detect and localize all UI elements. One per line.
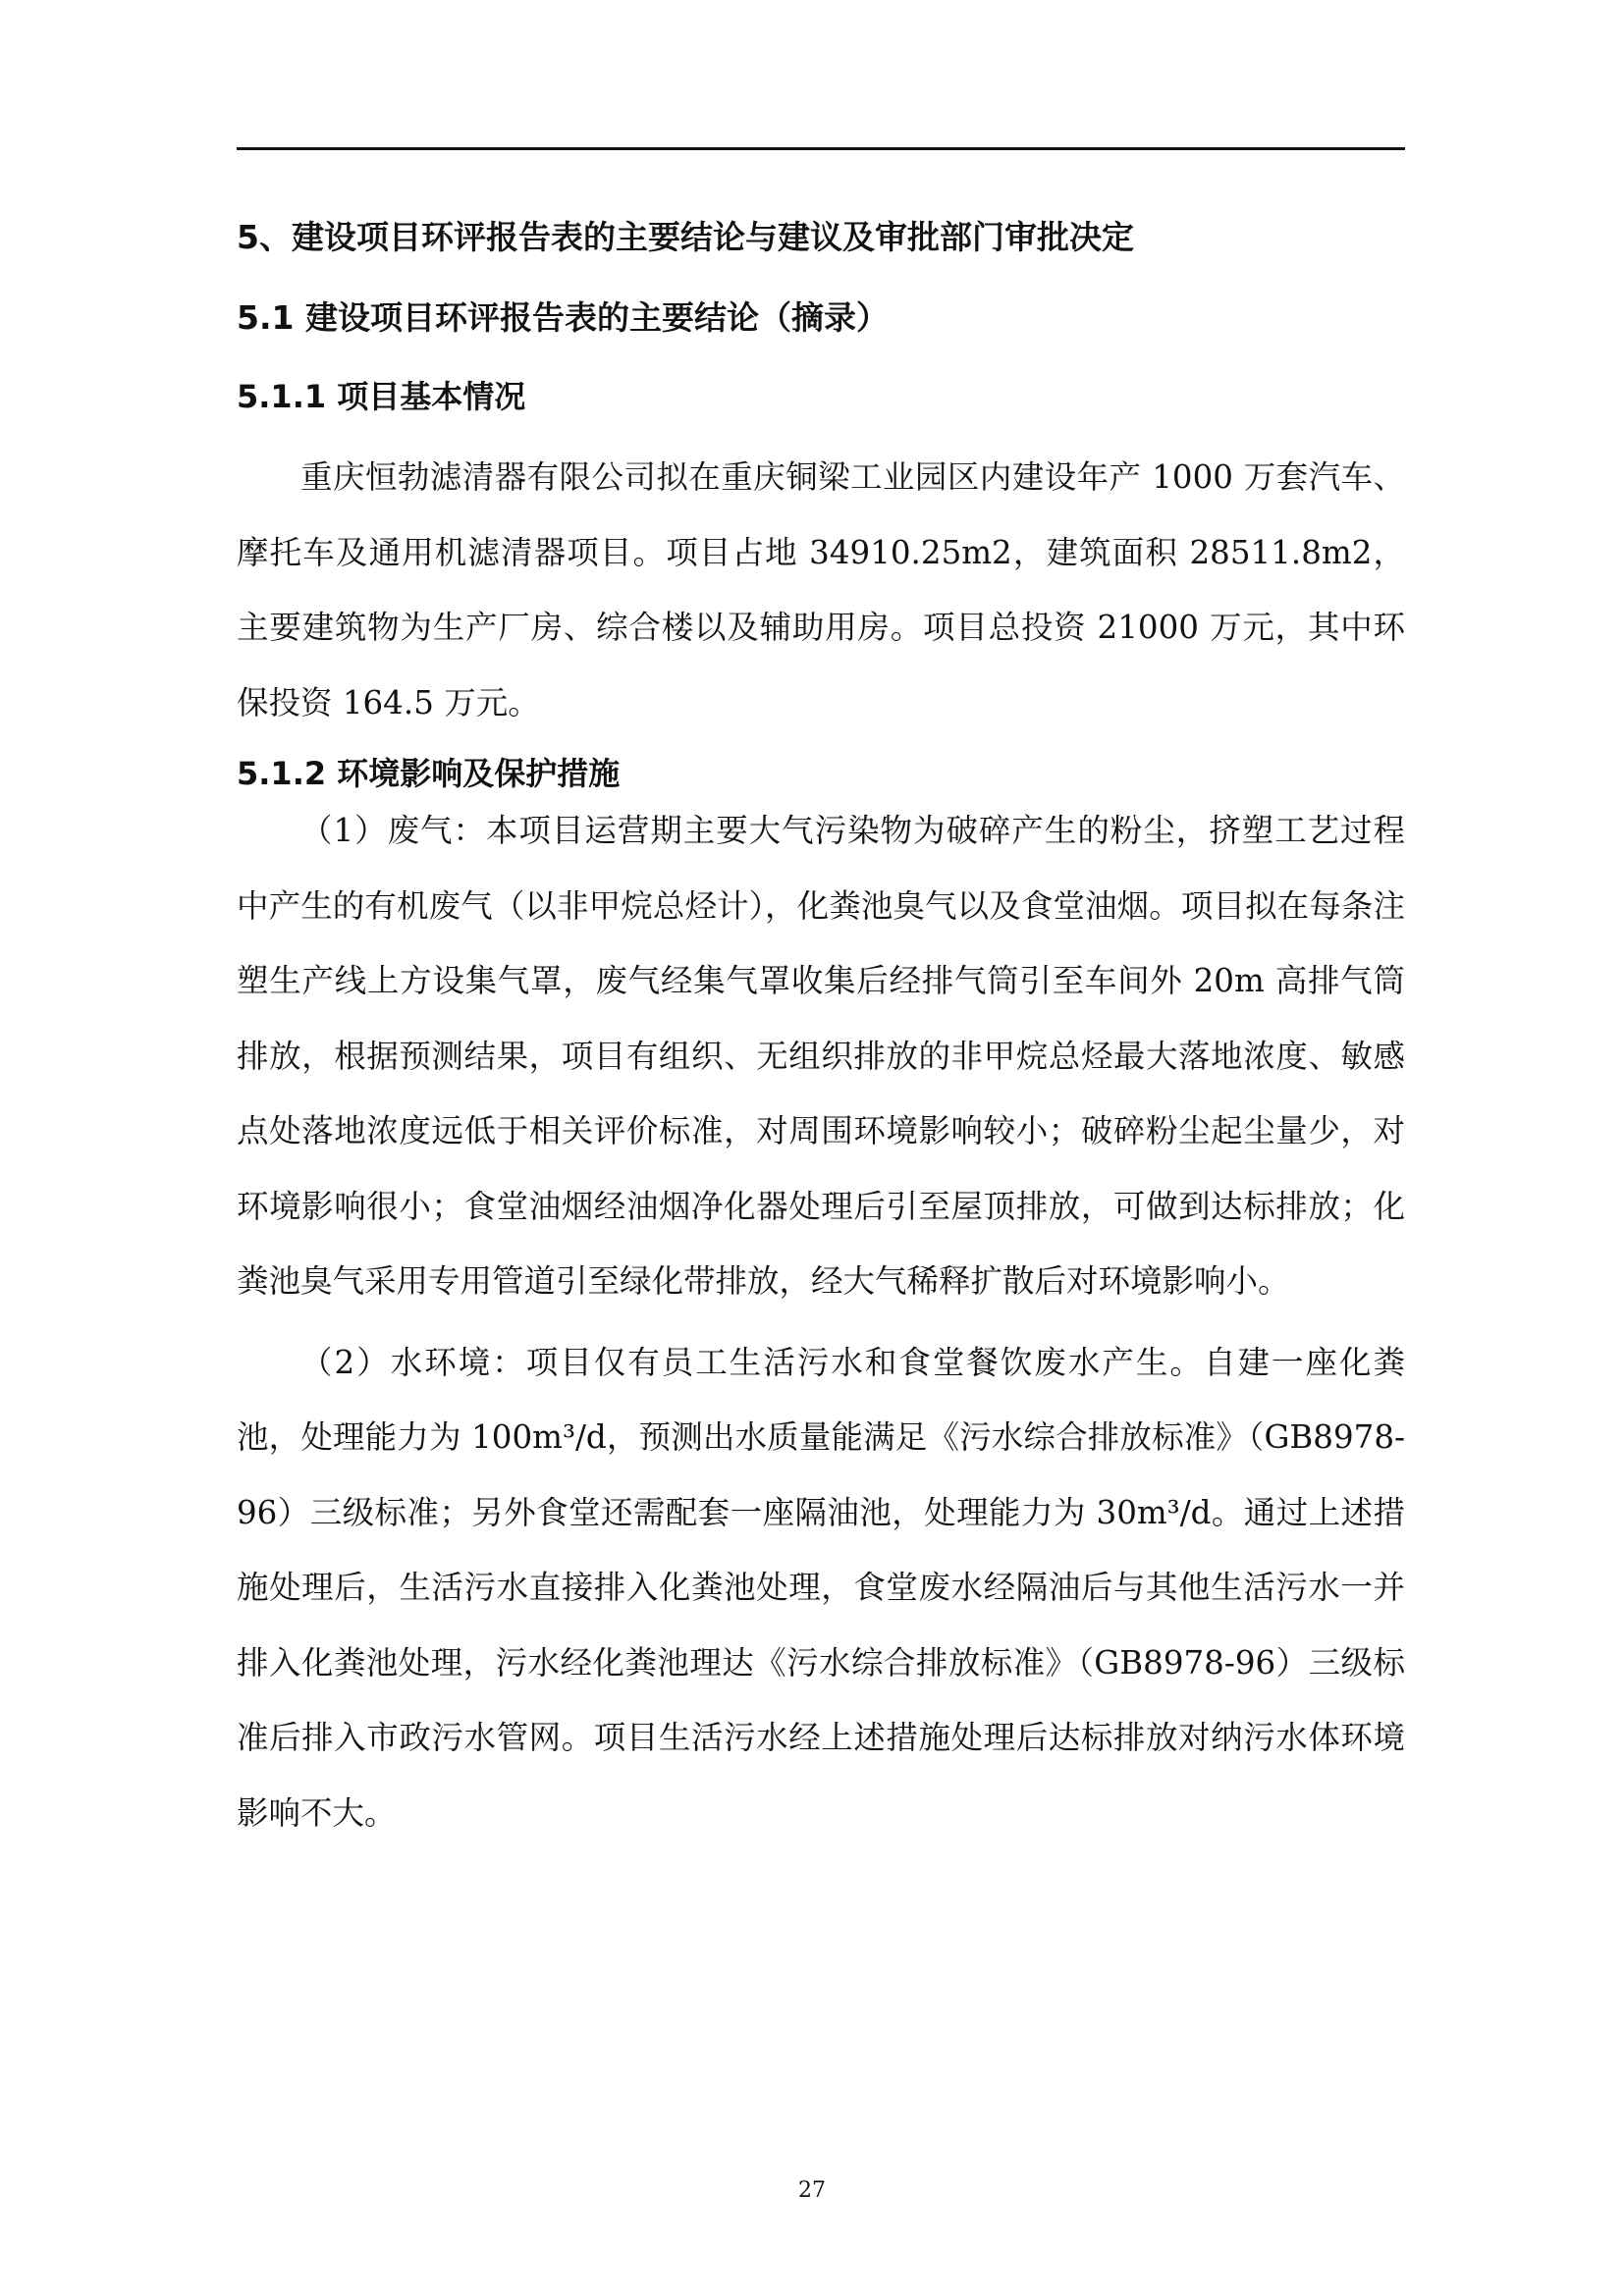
subsection-heading-basic: 5.1.1 项目基本情况: [237, 378, 526, 415]
paragraph-air: （1）废气：本项目运营期主要大气污染物为破碎产生的粉尘，挤塑工艺过程中产生的有机废气（以非甲烷总烃计），化粪池臭气以及食堂油烟。项目拟在每条注塑生产线上方设集气罩，废气经集气罩收集后经排气筒引至车间外 20m 高排气筒排放，根据预测结果，项目有组织、无组织排放的非甲烷总烃最大落地浓度、敏感点处落地浓度远低于相关评价标准，对周围环境影响较小；破碎粉尘起尘量少，对环境影响很小；食堂油烟经油烟净化器处理后引至屋顶排放，可做到达标排放；化粪池臭气采用专用管道引至绿化带排放，经大气稀释扩散后对环境影响小。: [237, 812, 1405, 1300]
header-rule: [237, 147, 1405, 150]
page-content: [237, 206, 1405, 1850]
main-heading: 5、建设项目环评报告表的主要结论与建议及审批部门审批决定: [237, 218, 1134, 256]
paragraph-basic-info: 重庆恒勃滤清器有限公司拟在重庆铜梁工业园区内建设年产 1000 万套汽车、摩托车及通用机滤清器项目。项目占地 34910.25m2，建筑面积 28511.8m2，主要建筑物为生产厂房、综合楼以及辅助用房。项目总投资 21000 万元，其中环保投资 164.5 万元。: [237, 458, 1405, 721]
section-heading: 5.1 建设项目环评报告表的主要结论（摘录）: [237, 298, 889, 337]
subsection-heading-environment: 5.1.2 环境影响及保护措施: [237, 755, 621, 792]
page-number: 27: [798, 2178, 826, 2203]
paragraph-water: （2）水环境：项目仅有员工生活污水和食堂餐饮废水产生。自建一座化粪池，处理能力为 100m³/d，预测出水质量能满足《污水综合排放标准》（GB8978-96）三级标准；另外食堂还需配套一座隔油池，处理能力为 30m³/d。通过上述措施处理后，生活污水直接排入化粪池处理，食堂废水经隔油后与其他生活污水一并排入化粪池处理，污水经化粪池理达《污水综合排放标准》（GB8978-96）三级标准后排入市政污水管网。项目生活污水经上述措施处理后达标排放对纳污水体环境影响不大。: [237, 1343, 1405, 1832]
